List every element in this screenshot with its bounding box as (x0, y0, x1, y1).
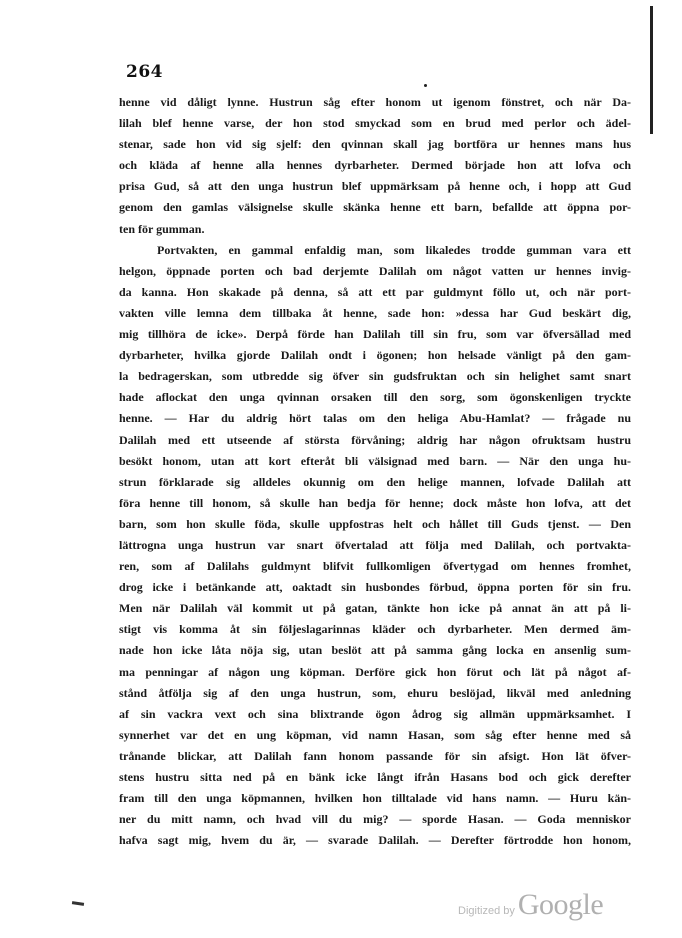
text-line: henne. — Har du aldrig hört talas om den heliga Abu-Hamlat? — frågade nu (119, 411, 631, 426)
text-line: ren, som af Dalilahs guldmynt blifvit fullkomligen öfvertygad om hennes fromhet, (119, 559, 631, 574)
text-line: dyrbarheter, hvilka gjorde Dalilah ondt i ögonen; hon helsade vänligt på den gam- (119, 348, 631, 363)
text-line: henne vid dåligt lynne. Hustrun såg efter honom ut igenom fönstret, och när Da- (119, 95, 631, 109)
text-line: ner du mitt namn, och hvad vill du mig? — sporde Hasan. — Goda menniskor (119, 812, 631, 827)
text-line: stånd åtfölja sig af den unga hustrun, som, ehuru beslöjad, likväl med anledning (119, 685, 631, 700)
text-line: synnerhet var det en ung köpman, vid namn Hasan, som såg efter henne med så (119, 727, 631, 742)
text-line: stenar, sade hon vid sig sjelf: den qvinnan skall jag bortföra ur hennes mans hus (119, 137, 631, 152)
text-line: stigt vis komma åt sin följeslagarinnas kläder och dyrbarheter. Men dermed äm- (119, 622, 631, 637)
text-line: genom den gamlas välsignelse skulle skänka henne ett barn, befallde att öppna por- (119, 200, 631, 215)
text-line: strun förklarade sig alldeles okunnig om den helige mannen, lofvade Dalilah att (119, 474, 631, 489)
text-line: ten för gumman. (119, 221, 205, 236)
text-line: prisa Gud, så att den unga hustrun blef uppmärksam på henne och, i hopp att Gud (119, 179, 631, 194)
text-line: Portvakten, en gammal enfaldig man, som likaledes trodde gumman vara ett (157, 242, 631, 257)
text-line: stens hustru sitta ned på en bänk icke långt ifrån Hasans bod och gick derefter (119, 770, 631, 784)
text-line: fram till den unga köpmannen, hvilken hon tilltalade vid hans namn. — Huru kän- (119, 791, 631, 806)
text-line: föra henne till honom, så skulle han bedja för henne; dock måste hon lofva, att det (119, 495, 631, 510)
body-text (119, 92, 631, 851)
ink-dot (424, 84, 427, 87)
text-line: hafva sagt mig, hvem du är, — svarade Dalilah. — Derefter förtrodde hon honom, (119, 833, 631, 848)
page-edge-line (650, 6, 653, 134)
watermark-prefix: Digitized by (458, 905, 515, 917)
text-line: lilah blef henne varse, der hon stod smyckad som en brud med perlor och ädel- (119, 116, 631, 131)
text-line: af sin vackra vext och sina blixtrande ögon ådrog sig allmän uppmärksamhet. I (119, 706, 631, 721)
text-line: la bedragerskan, som utbredde sig öfver sin gudsfruktan och sin helighet samt snart (119, 369, 631, 384)
text-line: drog icke i betänkande att, oaktadt sin husbondes förbud, öppna porten för sin fru. (119, 580, 631, 595)
text-line: helgon, öppnade porten och bad derjemte Dalilah om något vatten ur hennes invig- (119, 263, 631, 278)
text-line: barn, som hon skulle föda, skulle uppfostras helt och hållet till Guds tjenst. — Den (119, 516, 631, 531)
text-line: hade aflockat den unga qvinnan orsaken till den sorg, som ögonskenligen tryckte (119, 390, 631, 405)
text-line: ma penningar af någon ung köpman. Derföre gick hon förut och lät på något af- (119, 664, 631, 679)
text-line: Men när Dalilah väl kommit ut på gatan, tänkte hon icke på annat än att på li- (119, 601, 631, 616)
text-line: besökt honom, utan att kort efteråt bli välsignad med barn. — När den unga hu- (119, 453, 631, 468)
text-line: nade hon icke låta nöja sig, utan beslöt att på samma gång locka en ansenlig sum- (119, 643, 631, 658)
page-number: 264 (126, 62, 163, 82)
text-line: lättrogna unga hustrun var snart öfvertalad att följa med Dalilah, och portvakta- (119, 537, 631, 552)
text-line: da kanna. Hon skakade på denna, så att ett par guldmynt föllo ut, och när port- (119, 284, 631, 299)
text-line: trånande blickar, att Dalilah fann honom passande för sin afsigt. Hon lät öfver- (119, 748, 631, 763)
ink-mark (72, 901, 84, 906)
digitized-watermark (458, 888, 603, 922)
text-line: och kläda af henne alla hennes dyrbarheter. Dermed började hon att lofva och (119, 158, 631, 173)
google-logo: Google (517, 888, 604, 921)
text-line: vakten ville lemna dem tillbaka åt henne, sade hon: »dessa har Gud beskärt dig, (119, 305, 631, 320)
text-line: mig tillhöra de icke». Derpå förde han Dalilah till sin fru, som var öfversällad med (119, 327, 631, 342)
text-line: Dalilah med ett utseende af största förvåning; aldrig har någon ofruktsam hustru (119, 432, 631, 447)
